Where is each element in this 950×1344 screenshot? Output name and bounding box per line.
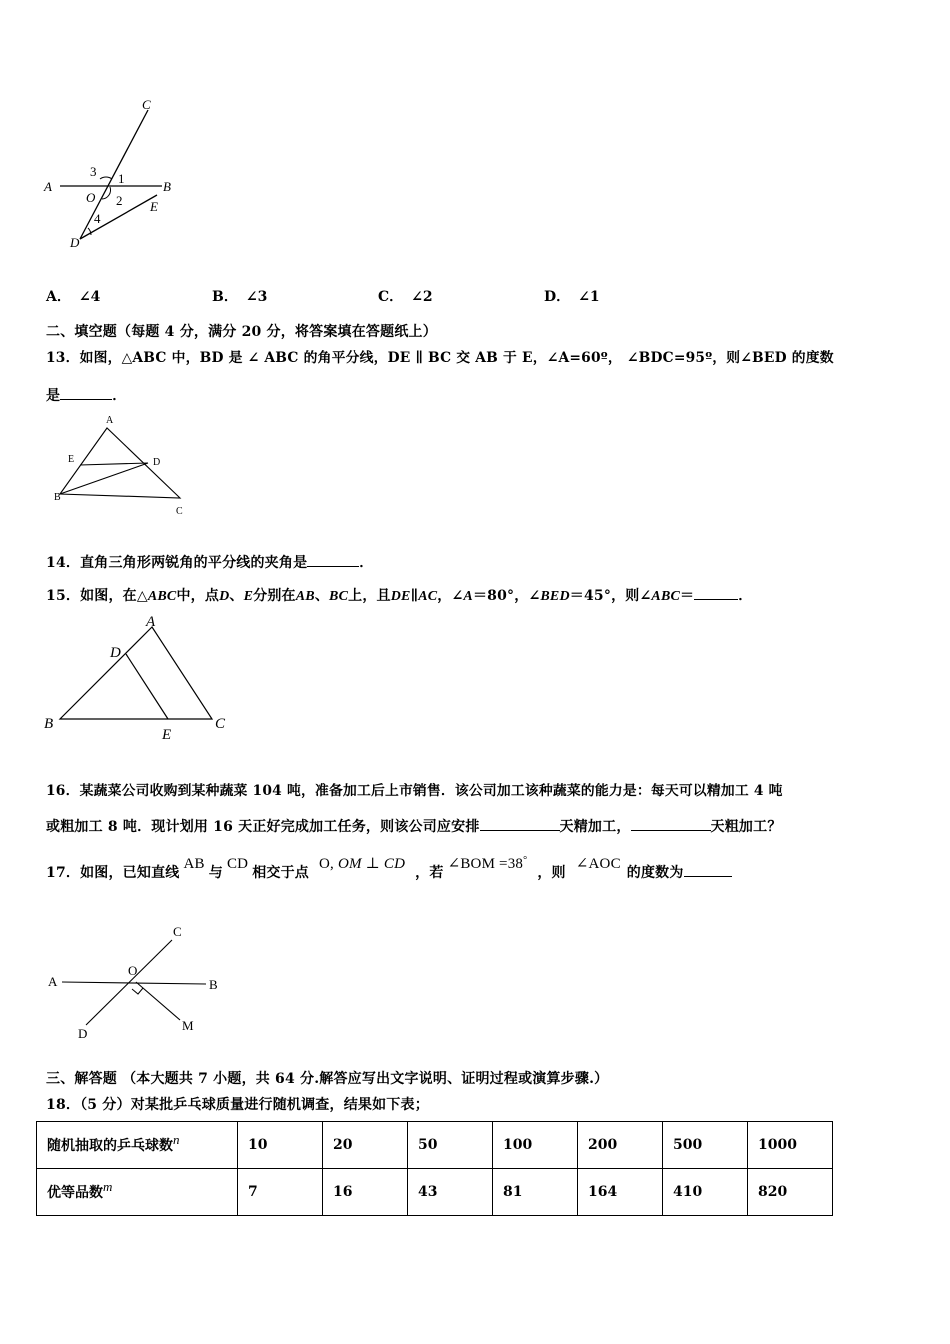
label-B: B [209, 977, 218, 992]
q16-line1: 16．某蔬菜公司收购到某种蔬菜 104 吨，准备加工后上市销售．该公司加工该种蔬菜的能力是：每天可以精加工 4 吨 [46, 783, 783, 799]
figure-q12 [40, 95, 190, 255]
label-D: D [78, 1026, 88, 1041]
table-cell: 50 [408, 1122, 493, 1169]
label-D: D [70, 235, 80, 250]
label-3: 3 [90, 164, 97, 179]
label-C: C [173, 924, 182, 939]
label-C: C [176, 506, 183, 517]
label-E: E [150, 199, 158, 214]
q16-line2: 或粗加工 8 吨．现计划用 16 天正好完成加工任务，则该公司应安排 天精加工， 天粗加工？ [46, 819, 782, 835]
table-cell: 20 [323, 1122, 408, 1169]
label-E: E [68, 454, 75, 465]
q14-blank [307, 554, 359, 567]
table-cell: 81 [493, 1169, 578, 1216]
label-2: 2 [116, 193, 123, 208]
label-M: M [182, 1018, 194, 1033]
label-O: O [128, 963, 138, 978]
table-cell: 200 [578, 1122, 663, 1169]
table-cell: 820 [748, 1169, 833, 1216]
q17: 17．如图，已知直线AB与CD相交于点O, OM ⊥ CD，若∠BOM =38°，则∠AOC的度数为 [46, 862, 732, 882]
label-B: B [44, 716, 54, 732]
q16-blank-2 [631, 818, 711, 831]
q15-blank [694, 587, 738, 600]
option-d: D． ∠1 [544, 289, 600, 305]
table-cell: 410 [663, 1169, 748, 1216]
table-cell: 7 [238, 1169, 323, 1216]
label-C: C [215, 716, 226, 732]
label-C: C [142, 97, 151, 112]
label-D: D [110, 645, 121, 661]
q16-blank-1 [480, 818, 560, 831]
option-b: B． ∠3 [212, 289, 268, 305]
row-label: 随机抽取的乒乓球数n [37, 1122, 238, 1169]
q15: 15．如图，在△ABC中，点D、E分别在AB、BC上，且DE∥AC，∠A＝80°，∠BED＝45°，则∠ABC＝ ． [46, 588, 753, 604]
label-A: A [106, 415, 114, 426]
label-B: B [54, 492, 61, 503]
q17-blank [684, 864, 732, 877]
q18-table [36, 1121, 833, 1216]
table-cell: 100 [493, 1122, 578, 1169]
label-D: D [153, 457, 161, 468]
q14: 14．直角三角形两锐角的平分线的夹角是 ． [46, 555, 374, 571]
label-B: B [163, 179, 171, 194]
table-cell: 43 [408, 1169, 493, 1216]
row-label: 优等品数m [37, 1169, 238, 1216]
label-1: 1 [118, 171, 125, 186]
q13-line2: 是 ． [46, 388, 127, 404]
table-cell: 1000 [748, 1122, 833, 1169]
table-cell: 10 [238, 1122, 323, 1169]
label-E: E [162, 727, 172, 743]
section-2-title: 二、填空题（每题 4 分，满分 20 分，将答案填在答题纸上） [46, 324, 437, 340]
label-A: A [48, 974, 58, 989]
label-A: A [44, 179, 52, 194]
figure-q13 [50, 410, 195, 520]
table-cell: 164 [578, 1169, 663, 1216]
label-O: O [86, 190, 96, 205]
section-3-title: 三、解答题 （本大题共 7 小题，共 64 分.解答应写出文字说明、证明过程或演算步骤.） [46, 1071, 609, 1087]
table-cell: 16 [323, 1169, 408, 1216]
label-4: 4 [94, 211, 101, 226]
table-cell: 500 [663, 1122, 748, 1169]
label-A: A [146, 614, 156, 630]
option-c: C． ∠2 [378, 289, 433, 305]
q13-blank [60, 387, 112, 400]
figure-q15 [40, 610, 240, 745]
table-row [37, 1169, 833, 1216]
option-a: A． ∠4 [46, 289, 101, 305]
q13-line1: 13．如图，△ABC 中，BD 是 ∠ ABC 的角平分线，DE ∥ BC 交 AB 于 E，∠A=60º， ∠BDC=95º，则∠BED 的度数 [46, 350, 834, 366]
q18-text: 18．（5 分）对某批乒乓球质量进行随机调查，结果如下表； [46, 1097, 429, 1113]
figure-q17 [40, 920, 240, 1045]
table-row [37, 1122, 833, 1169]
